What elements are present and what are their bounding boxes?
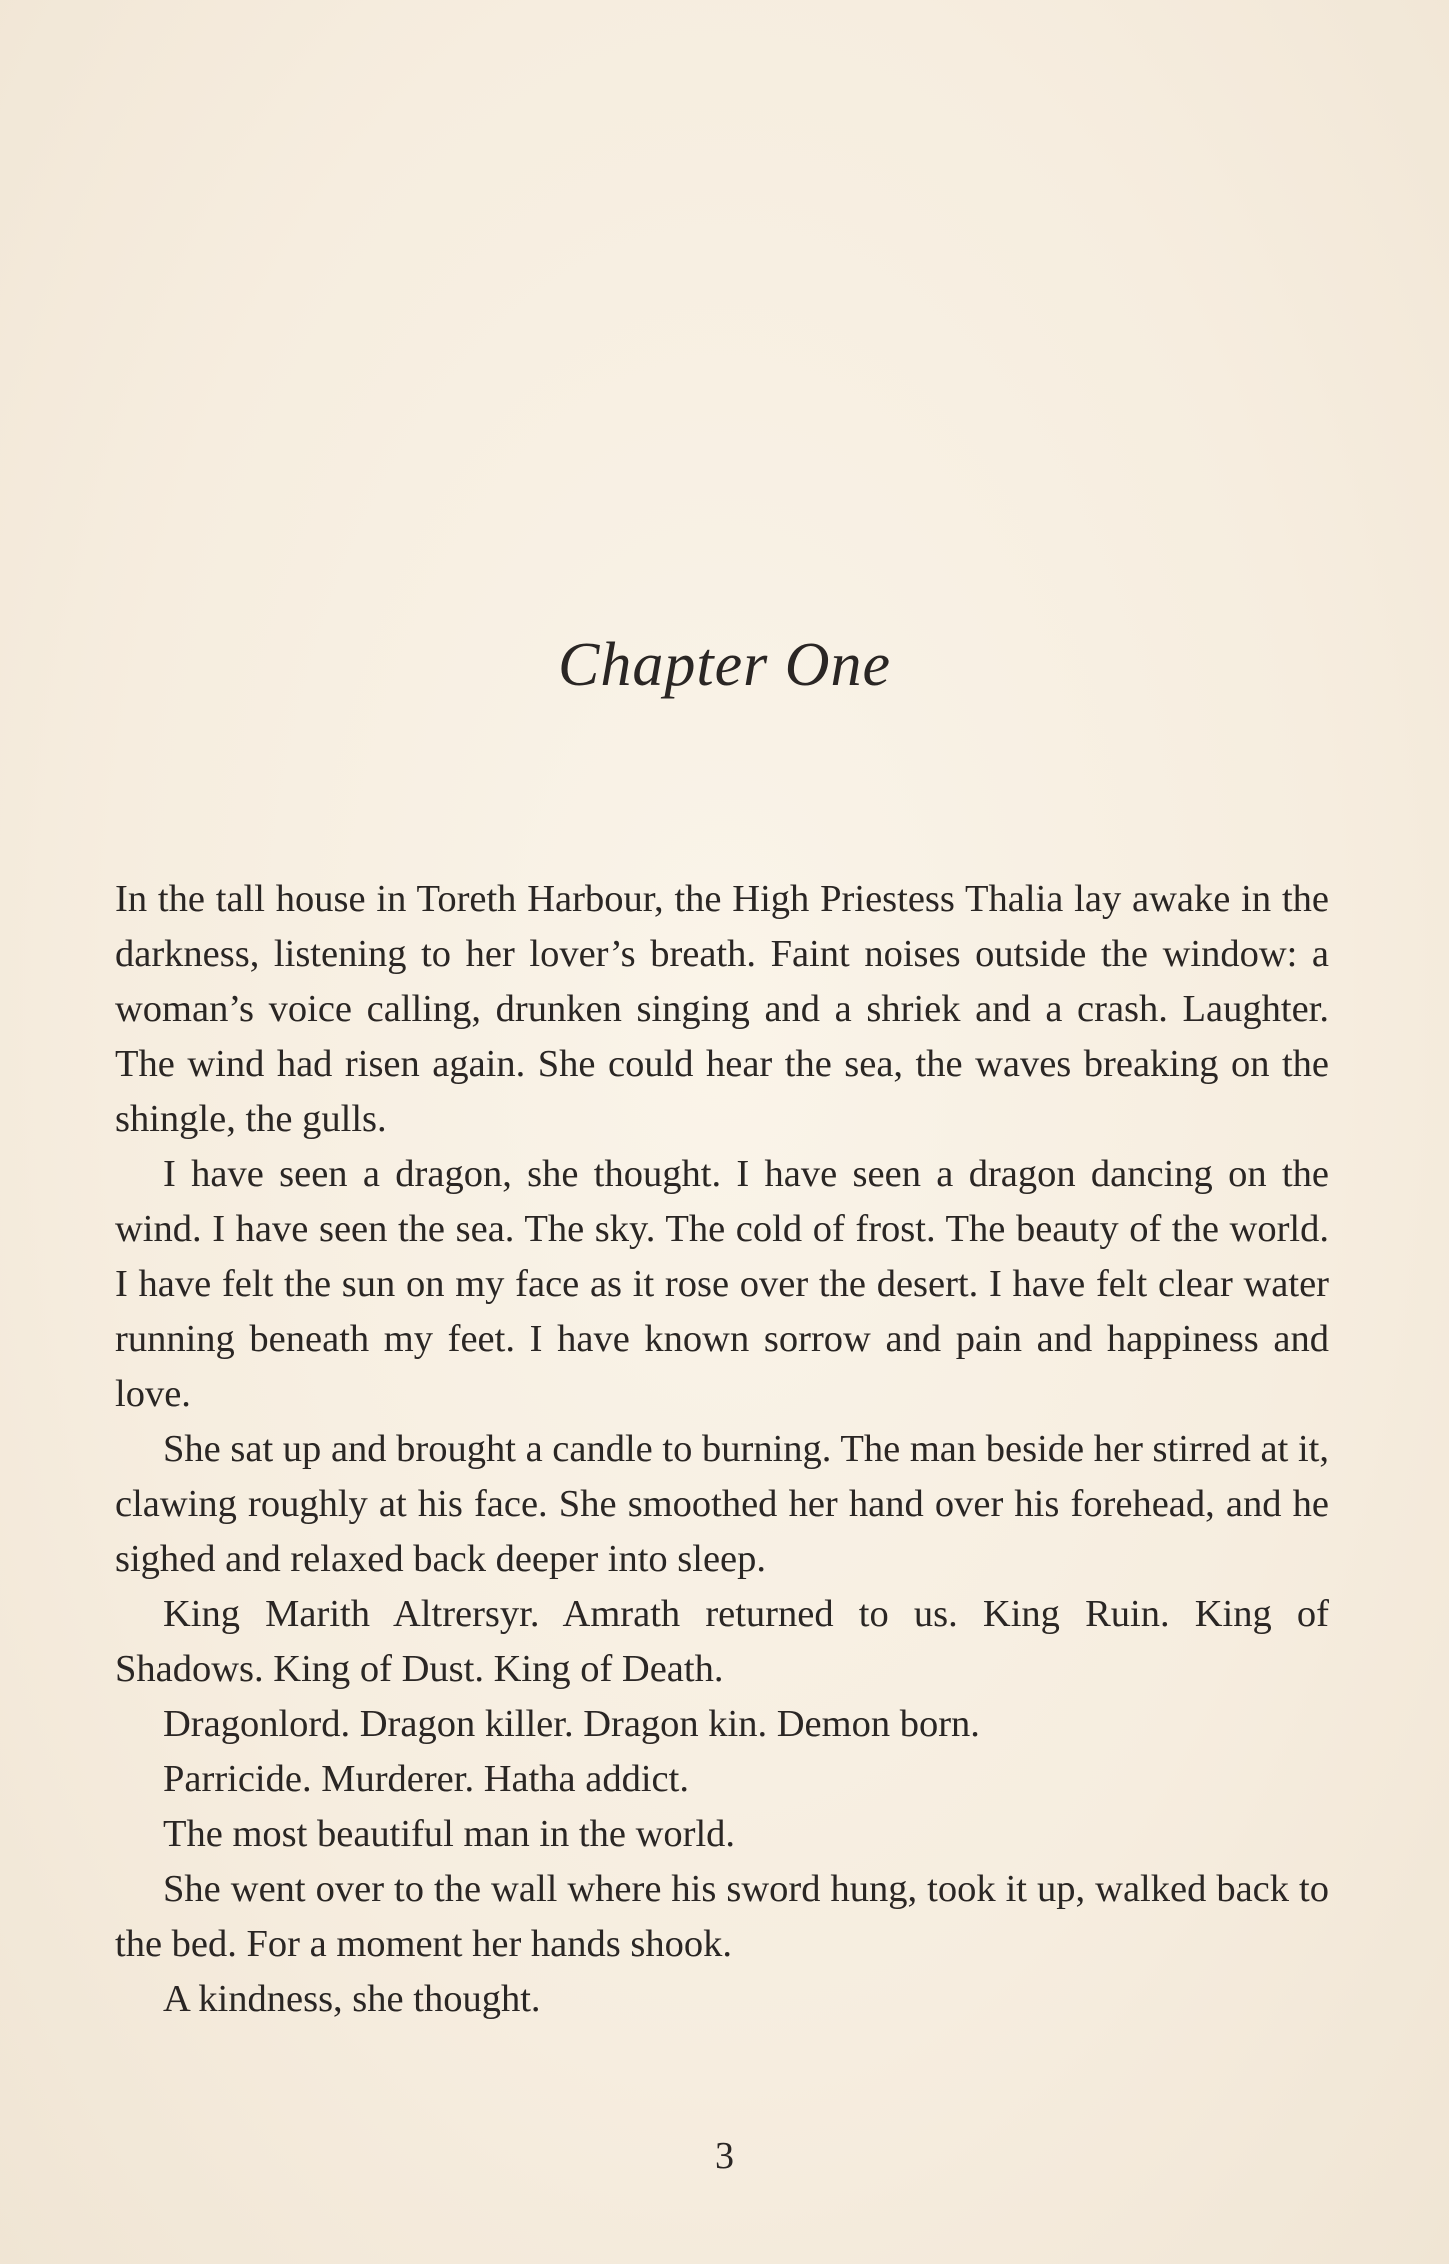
paragraph: Dragonlord. Dragon killer. Dragon kin. Demon born. <box>163 1703 980 1745</box>
paragraph: King Marith Altrersyr. Amrath returned to us. King Ruin. King of Shadows. King of Dust. King of Death. <box>115 1593 1329 1690</box>
chapter-body <box>115 872 1329 2027</box>
paragraph: A kindness, she thought. <box>163 1978 541 2020</box>
paragraph: Parricide. Murderer. Hatha addict. <box>163 1758 689 1800</box>
paragraph: She went over to the wall where his sword hung, took it up, walked back to the bed. For a moment her hands shook. <box>115 1868 1329 1965</box>
page-number: 3 <box>715 2135 734 2177</box>
paragraph: She sat up and brought a candle to burning. The man beside her stirred at it, clawing roughly at his face. She smoothed her hand over his forehead, and he sighed and relaxed back deeper into sleep. <box>115 1428 1329 1580</box>
paragraph: The most beautiful man in the world. <box>163 1813 736 1855</box>
chapter-title: Chapter One <box>557 631 892 699</box>
paragraph: I have seen a dragon, she thought. I have seen a dragon dancing on the wind. I have seen the sea. The sky. The cold of frost. The beauty of the world. I have felt the sun on my face as it rose over the desert. I have felt clear water running beneath my feet. I have known sorrow and pain and happiness and love. <box>115 1153 1329 1415</box>
paragraph: In the tall house in Toreth Harbour, the High Priestess Thalia lay awake in the darkness, listening to her lover’s breath. Faint noises outside the window: a woman’s voice calling, drunken singing and a shriek and a crash. Laughter. The wind had risen again. She could hear the sea, the waves breaking on the shingle, the gulls. <box>115 878 1329 1140</box>
